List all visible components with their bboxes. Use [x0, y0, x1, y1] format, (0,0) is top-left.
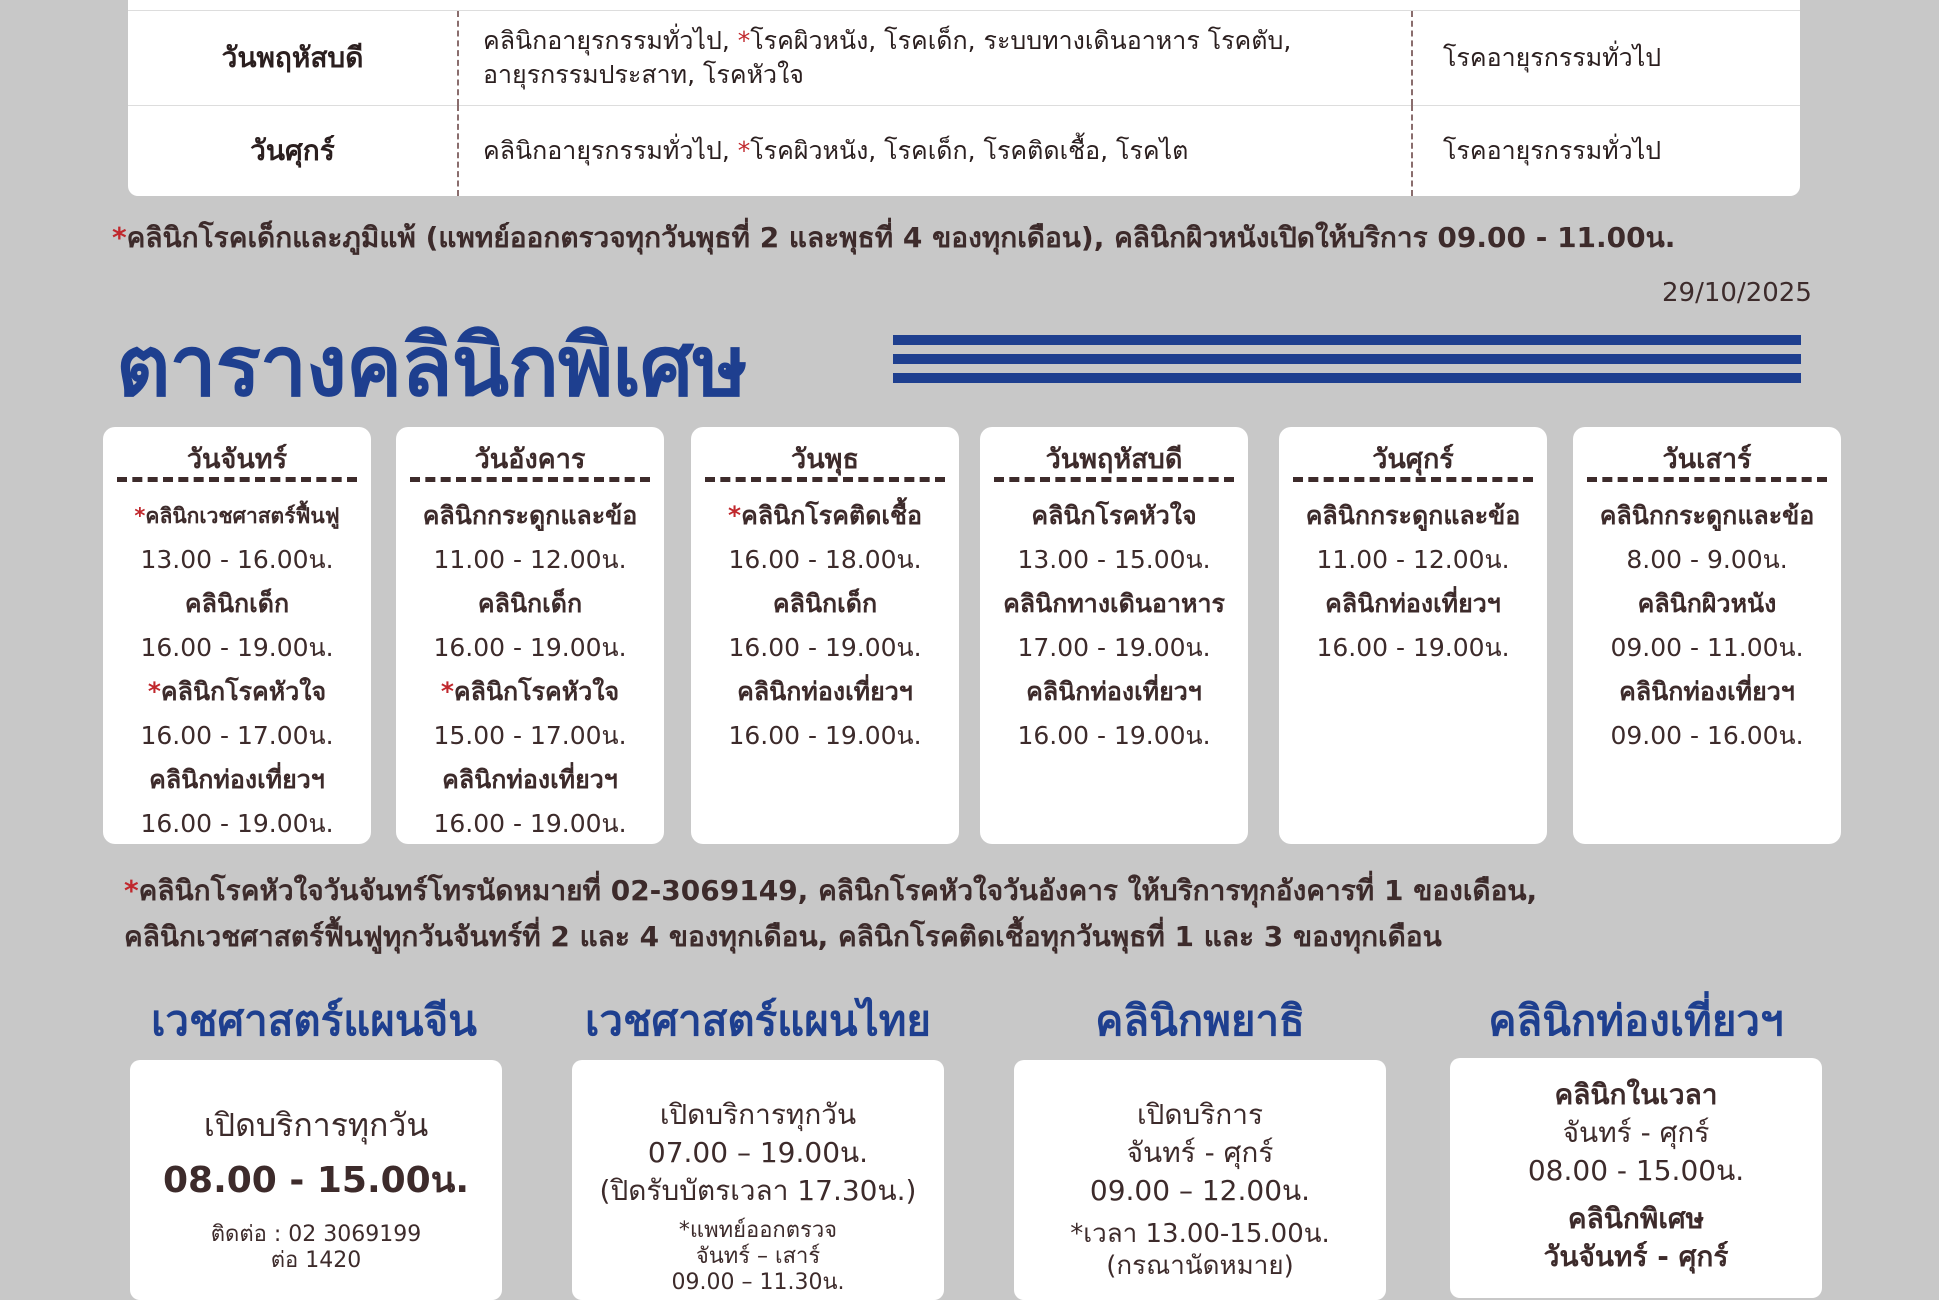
- clinic-hours: 16.00 - 19.00น.: [1316, 633, 1510, 662]
- clinic-name: [1279, 582, 1547, 626]
- asterisk: *: [147, 677, 161, 706]
- asterisk: *: [737, 26, 751, 55]
- day-cell: วันศุกร์: [250, 133, 335, 167]
- section-title-travel-clinic: คลินิกท่องเที่ยวฯ: [1488, 996, 1784, 1045]
- clinic-name-text: คลินิกท่องเที่ยวฯ: [442, 765, 618, 794]
- table-row: [128, 10, 1800, 106]
- clinic-name: [396, 494, 664, 538]
- clinic-text: โรคผิวหนัง, โรคเด็ก, ระบบทางเดินอาหาร โรคตับ,: [750, 26, 1292, 55]
- card-text: เปิดบริการทุกวัน: [659, 1098, 857, 1131]
- day-label: วันพุธ: [791, 444, 859, 475]
- travel-clinic-card: [1450, 1058, 1822, 1298]
- day-label: วันจันทร์: [186, 444, 288, 475]
- clinic-hours: 13.00 - 15.00น.: [1017, 545, 1211, 574]
- clinic-hours: 16.00 - 18.00น.: [728, 545, 922, 574]
- day-card: [980, 427, 1248, 844]
- card-text: เปิดบริการทุกวัน: [203, 1106, 429, 1144]
- thai-medicine-card: [572, 1060, 944, 1300]
- card-heading: คลินิกพิเศษ: [1567, 1202, 1705, 1235]
- page-title: ตารางคลินิกพิเศษ: [116, 317, 747, 415]
- clinic-name-text: คลินิกท่องเที่ยวฯ: [149, 765, 325, 794]
- clinic-name: [980, 670, 1248, 714]
- clinic-text: อายุรกรรมประสาท, โรคหัวใจ: [483, 60, 804, 89]
- clinic-name-text: คลินิกโรคติดเชื้อ: [741, 501, 922, 530]
- asterisk: *: [440, 677, 454, 706]
- pathology-card: [1014, 1060, 1386, 1300]
- clinic-hours: 16.00 - 19.00น.: [140, 809, 334, 838]
- clinic-hours: 09.00 - 11.00น.: [1610, 633, 1804, 662]
- clinic-name-text: คลินิกเด็ก: [477, 589, 583, 618]
- clinic-hours: 11.00 - 12.00น.: [433, 545, 627, 574]
- clinic-hours: 16.00 - 19.00น.: [1017, 721, 1211, 750]
- card-note: 09.00 – 11.30น.: [671, 1270, 845, 1295]
- clinic-hours: 16.00 - 19.00น.: [433, 809, 627, 838]
- clinic-hours: 16.00 - 19.00น.: [728, 633, 922, 662]
- right-cell: โรคอายุรกรรมทั่วไป: [1443, 43, 1662, 72]
- clinic-name: [980, 582, 1248, 626]
- clinic-hours: 8.00 - 9.00น.: [1626, 545, 1788, 574]
- clinic-name: [103, 670, 371, 714]
- asterisk: *: [728, 501, 742, 530]
- clinics-cell: [457, 11, 1413, 105]
- footnote-text: คลินิกโรคเด็กและภูมิแพ้ (แพทย์ออกตรวจทุกวันพุธที่ 2 และพุธที่ 4 ของทุกเดือน), คลินิกผิวหนังเปิดให้บริการ 09.00 - 11.00น.: [126, 221, 1676, 254]
- clinic-name-text: คลินิกท่องเที่ยวฯ: [1325, 589, 1501, 618]
- day-card: [396, 427, 664, 844]
- footnote-line: คลินิกเวชศาสตร์ฟื้นฟูทุกวันจันทร์ที่ 2 และ 4 ของทุกเดือน, คลินิกโรคติดเชื้อทุกวันพุธที่ 1 และ 3 ของทุกเดือน: [124, 920, 1442, 953]
- footnote-line: คลินิกโรคหัวใจวันจันทร์โทรนัดหมายที่ 02-3069149, คลินิกโรคหัวใจวันอังคาร ให้บริการทุกอังคารที่ 1 ของเดือน,: [138, 874, 1538, 907]
- clinic-name-text: คลินิกกระดูกและข้อ: [422, 501, 638, 530]
- clinic-name: [1573, 494, 1841, 538]
- day-label: วันอังคาร: [474, 444, 586, 475]
- card-hours: 08.00 - 15.00น.: [162, 1160, 470, 1201]
- clinic-name: [103, 758, 371, 802]
- clinic-name-text: คลินิกเด็ก: [184, 589, 290, 618]
- clinic-hours: 17.00 - 19.00น.: [1017, 633, 1211, 662]
- asterisk: *: [124, 874, 139, 907]
- card-text: จันทร์ - ศุกร์: [1562, 1116, 1710, 1149]
- clinic-name: [103, 494, 371, 538]
- date-label: 29/10/2025: [1662, 278, 1812, 308]
- clinic-name-text: คลินิกโรคหัวใจ: [453, 677, 620, 706]
- asterisk: *: [737, 135, 751, 165]
- right-cell: โรคอายุรกรรมทั่วไป: [1443, 135, 1662, 165]
- clinic-hours: 16.00 - 19.00น.: [728, 721, 922, 750]
- section-title-thai-medicine: เวชศาสตร์แผนไทย: [585, 996, 931, 1045]
- clinic-name: [1573, 670, 1841, 714]
- day-label: วันพฤหัสบดี: [1045, 444, 1183, 475]
- clinic-name: [396, 670, 664, 714]
- divider: [994, 477, 1234, 482]
- asterisk: *: [134, 504, 146, 528]
- card-note: *แพทย์ออกตรวจ: [678, 1218, 838, 1243]
- card-note: จันทร์ – เสาร์: [695, 1244, 821, 1269]
- divider: [1587, 477, 1827, 482]
- card-note: (กรณานัดหมาย): [1106, 1251, 1294, 1281]
- clinic-name-text: คลินิกท่องเที่ยวฯ: [1619, 677, 1795, 706]
- contact-text: ติดต่อ : 02 3069199: [210, 1222, 422, 1247]
- clinic-name-text: คลินิกกระดูกและข้อ: [1305, 501, 1521, 530]
- card-text: เปิดบริการ: [1136, 1098, 1264, 1131]
- divider: [117, 477, 357, 482]
- clinic-name-text: คลินิกโรคหัวใจ: [1031, 501, 1197, 530]
- card-hours: 07.00 – 19.00น.: [647, 1136, 869, 1169]
- clinic-name: [691, 670, 959, 714]
- clinic-name: [1279, 494, 1547, 538]
- section-title-pathology: คลินิกพยาธิ: [1095, 996, 1305, 1045]
- clinic-text: คลินิกอายุรกรรมทั่วไป,: [483, 26, 738, 55]
- clinic-name-text: คลินิกท่องเที่ยวฯ: [1026, 677, 1202, 706]
- day-card: [691, 427, 959, 844]
- schedule-table: [128, 0, 1800, 196]
- footnote: [124, 868, 1537, 960]
- footnote: [112, 216, 1675, 260]
- card-text: จันทร์ - ศุกร์: [1126, 1136, 1274, 1169]
- day-card: [1279, 427, 1547, 844]
- clinic-name-text: คลินิกผิวหนัง: [1637, 589, 1777, 618]
- card-text: (ปิดรับบัตรเวลา 17.30น.): [599, 1174, 917, 1207]
- divider: [705, 477, 945, 482]
- day-label: วันเสาร์: [1662, 444, 1752, 475]
- clinic-hours: 16.00 - 19.00น.: [140, 633, 334, 662]
- asterisk: *: [112, 221, 127, 254]
- clinic-hours: 15.00 - 17.00น.: [433, 721, 627, 750]
- clinic-name: [980, 494, 1248, 538]
- divider: [410, 477, 650, 482]
- clinic-name-text: คลินิกทางเดินอาหาร: [1003, 589, 1225, 618]
- clinic-name-text: คลินิกท่องเที่ยวฯ: [737, 677, 913, 706]
- divider: [1293, 477, 1533, 482]
- clinic-name-text: คลินิกกระดูกและข้อ: [1599, 501, 1815, 530]
- card-text: วันจันทร์ - ศุกร์: [1543, 1240, 1729, 1273]
- clinic-name: [691, 494, 959, 538]
- clinic-name: [1573, 582, 1841, 626]
- clinic-name-text: คลินิกโรคหัวใจ: [160, 677, 327, 706]
- card-hours: 09.00 – 12.00น.: [1089, 1174, 1311, 1207]
- chinese-medicine-card: [130, 1060, 502, 1300]
- clinic-name: [396, 758, 664, 802]
- clinic-hours: 09.00 - 16.00น.: [1610, 721, 1804, 750]
- clinic-name-text: คลินิกเวชศาสตร์ฟื้นฟู: [145, 504, 340, 528]
- clinic-hours: 16.00 - 19.00น.: [433, 633, 627, 662]
- day-card: [1573, 427, 1841, 844]
- contact-ext: ต่อ 1420: [270, 1248, 362, 1273]
- section-title-chinese-medicine: เวชศาสตร์แผนจีน: [151, 996, 477, 1045]
- table-row: [128, 105, 1800, 196]
- clinic-name: [396, 582, 664, 626]
- decorative-stripes: [893, 335, 1801, 392]
- clinic-hours: 13.00 - 16.00น.: [140, 545, 334, 574]
- card-hours: 08.00 - 15.00น.: [1527, 1154, 1745, 1187]
- card-heading: คลินิกในเวลา: [1554, 1078, 1718, 1111]
- clinics-cell: [457, 105, 1413, 196]
- clinic-hours: 16.00 - 17.00น.: [140, 721, 334, 750]
- clinic-name: [691, 582, 959, 626]
- clinic-text: คลินิกอายุรกรรมทั่วไป,: [483, 135, 738, 165]
- clinic-name-text: คลินิกเด็ก: [772, 589, 878, 618]
- day-cell: วันพฤหัสบดี: [221, 41, 364, 74]
- clinic-name: [103, 582, 371, 626]
- card-note: *เวลา 13.00-15.00น.: [1070, 1219, 1330, 1249]
- day-card: [103, 427, 371, 844]
- clinic-text: โรคผิวหนัง, โรคเด็ก, โรคติดเชื้อ, โรคไต: [750, 135, 1189, 165]
- day-label: วันศุกร์: [1372, 444, 1454, 475]
- clinic-hours: 11.00 - 12.00น.: [1316, 545, 1510, 574]
